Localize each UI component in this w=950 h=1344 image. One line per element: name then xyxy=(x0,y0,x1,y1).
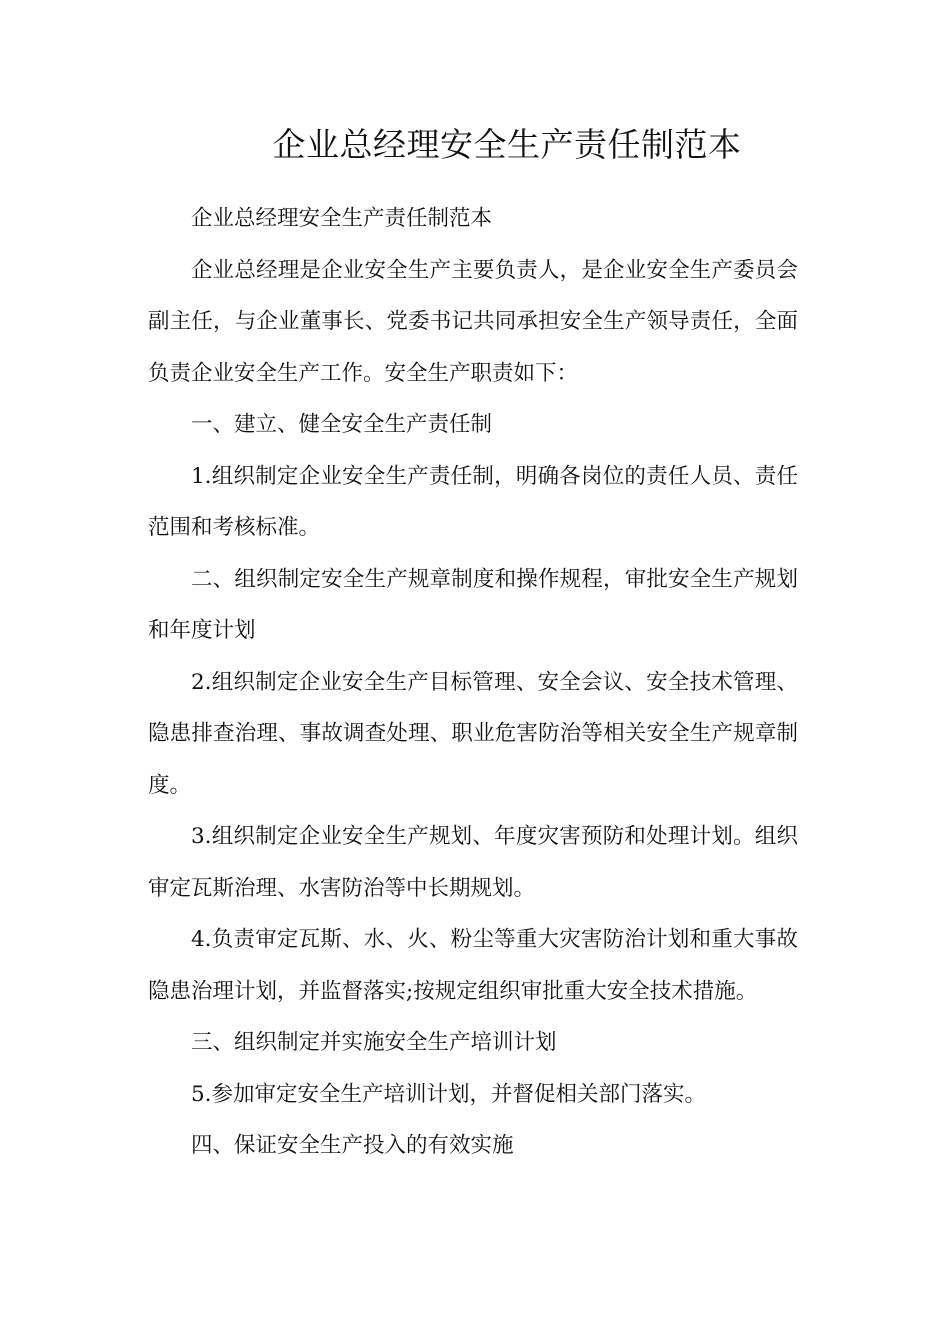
paragraph-item-2: 2.组织制定企业安全生产目标管理、安全会议、安全技术管理、隐患排查治理、事故调查处理、职业危害防治等相关安全生产规章制度。 xyxy=(148,669,798,798)
paragraph-intro: 企业总经理是企业安全生产主要负责人，是企业安全生产委员会副主任，与企业董事长、党委书记共同承担安全生产领导责任，全面负责企业安全生产工作。安全生产职责如下： xyxy=(148,257,798,386)
section-heading-4: 四、保证安全生产投入的有效实施 xyxy=(191,1133,514,1158)
paragraph-item-3: 3.组织制定企业安全生产规划、年度灾害预防和处理计划。组织审定瓦斯治理、水害防治等中长期规划。 xyxy=(148,824,798,901)
section-heading-1: 一、建立、健全安全生产责任制 xyxy=(191,412,493,437)
section-heading-3: 三、组织制定并实施安全生产培训计划 xyxy=(191,1030,557,1055)
paragraph-item-1: 1.组织制定企业安全生产责任制，明确各岗位的责任人员、责任范围和考核标准。 xyxy=(148,463,798,540)
paragraph-subtitle: 企业总经理安全生产责任制范本 xyxy=(191,206,493,231)
paragraph-item-4: 4.负责审定瓦斯、水、火、粉尘等重大灾害防治计划和重大事故隐患治理计划，并监督落实;按规定组织审批重大安全技术措施。 xyxy=(148,927,798,1004)
document-body xyxy=(148,193,798,1172)
paragraph-item-5: 5.参加审定安全生产培训计划，并督促相关部门落实。 xyxy=(191,1081,707,1107)
document-title: 企业总经理安全生产责任制范本 xyxy=(272,125,742,164)
section-heading-2: 二、组织制定安全生产规章制度和操作规程，审批安全生产规划和年度计划 xyxy=(148,566,798,643)
